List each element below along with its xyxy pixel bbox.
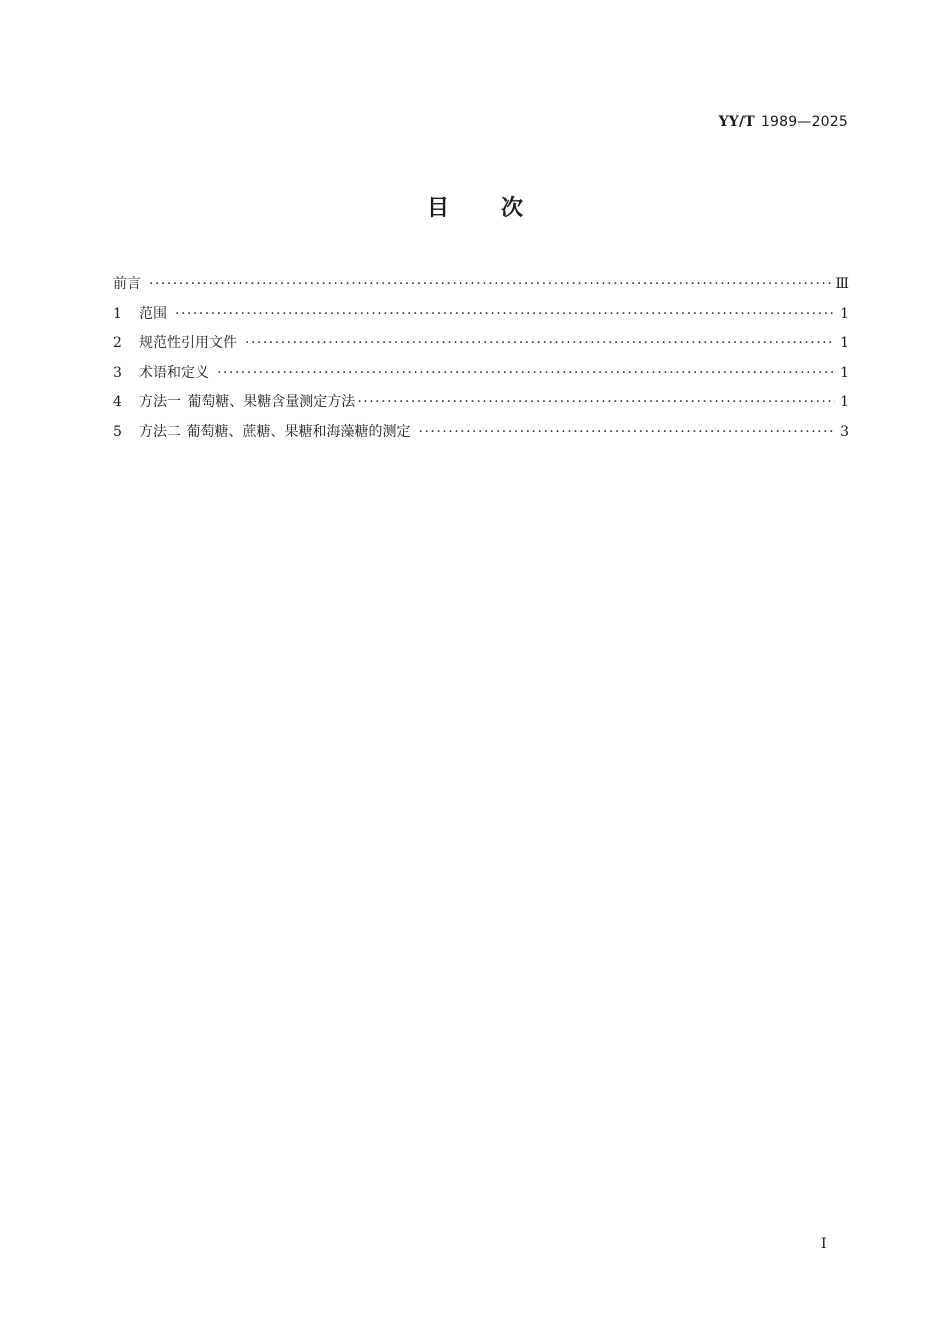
page-title: 目次 — [426, 196, 575, 221]
toc-entry-label: 方法二 — [139, 423, 181, 440]
toc-entry-page: 3 — [840, 423, 849, 440]
toc-entry-label: 术语和定义 — [139, 364, 209, 381]
toc-dot-leader — [175, 301, 835, 327]
toc-entry-subtitle: 葡萄糖、果糖含量测定方法 — [187, 394, 356, 410]
toc-dot-leader — [245, 330, 835, 356]
toc-entry-terms-definitions[interactable] — [113, 360, 849, 390]
toc-dot-leader — [419, 419, 836, 445]
toc-entry-method-two[interactable] — [113, 419, 849, 449]
standard-prefix: YY/T — [718, 114, 755, 130]
standard-number: 1989—2025 — [760, 114, 848, 130]
toc-entry-label: 方法一 — [139, 394, 181, 410]
toc-entry-label: 范围 — [139, 305, 167, 322]
toc-entry-number: 4 — [113, 394, 122, 410]
toc-entry-page: 1 — [840, 364, 849, 381]
toc-entry-page: 1 — [840, 335, 849, 351]
toc-entry-page: 1 — [840, 305, 849, 322]
toc-entry-subtitle: 葡萄糖、蔗糖、果糖和海藻糖的测定 — [186, 423, 411, 440]
toc-entry-number: 1 — [113, 305, 122, 322]
toc-entry-normative-references[interactable] — [113, 330, 849, 360]
toc-entry-method-one[interactable] — [113, 389, 849, 419]
toc-entry-page: Ⅲ — [835, 276, 849, 292]
toc-dot-leader — [149, 271, 831, 297]
standard-code — [719, 114, 848, 130]
toc-dot-leader — [357, 389, 835, 415]
toc-entry-label: 前言 — [113, 276, 141, 292]
toc-dot-leader — [217, 360, 835, 386]
table-of-contents — [113, 271, 849, 448]
toc-entry-number: 3 — [113, 364, 122, 381]
toc-entry-number: 2 — [113, 335, 122, 351]
toc-entry-number: 5 — [113, 423, 122, 440]
toc-entry-label: 规范性引用文件 — [139, 335, 237, 351]
toc-entry-page: 1 — [840, 394, 849, 410]
toc-entry-foreword[interactable] — [113, 271, 849, 301]
page-number: I — [821, 1236, 827, 1252]
toc-entry-scope[interactable] — [113, 301, 849, 331]
